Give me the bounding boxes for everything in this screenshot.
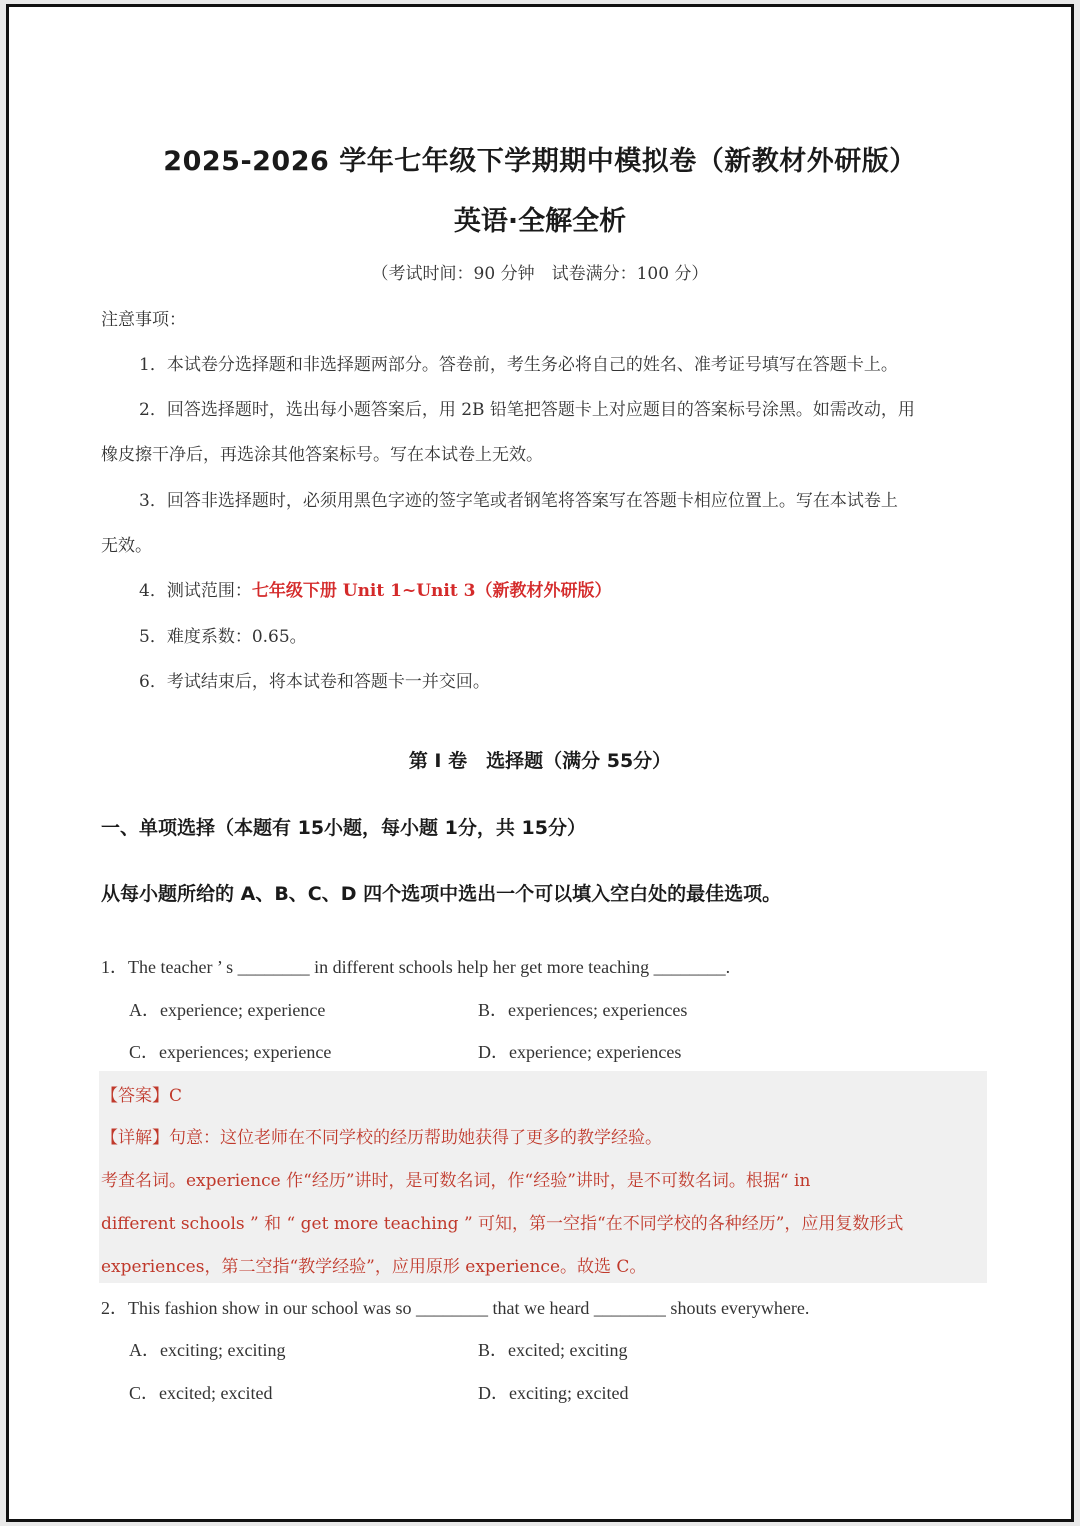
section1-heading: 一、单项选择（本题有 15小题，每小题 1分，共 15分） xyxy=(101,817,586,839)
q2-option-b: B．excited; exciting xyxy=(478,1340,628,1360)
notice-item-5: 5．难度系数：0.65。 xyxy=(139,627,307,647)
exam-title: 2025-2026 学年七年级下学期期中模拟卷（新教材外研版） xyxy=(163,146,917,177)
notice-item-4-label: 4．测试范围： xyxy=(139,581,252,601)
exam-page xyxy=(6,4,1074,1522)
q1-option-d: D．experience; experiences xyxy=(478,1042,682,1062)
part1-heading: 第 I 卷 选择题（满分 55分） xyxy=(408,750,672,772)
notice-heading: 注意事项： xyxy=(101,310,186,330)
q2-option-c: C．excited; excited xyxy=(129,1383,273,1403)
q1-option-a: A．experience; experience xyxy=(129,1000,326,1020)
q2-option-d: D．exciting; excited xyxy=(478,1383,629,1403)
notice-item-2: 2．回答选择题时，选出每小题答案后，用 2B 铅笔把答题卡上对应题目的答案标号涂黑。如需改动，用 xyxy=(139,400,915,420)
section1-instruction: 从每小题所给的 A、B、C、D 四个选项中选出一个可以填入空白处的最佳选项。 xyxy=(101,883,782,905)
exam-subtitle: 英语·全解全析 xyxy=(453,206,627,237)
q2-stem: 2．This fashion show in our school was so ________ that we heard ________ shouts everywhere. xyxy=(101,1298,810,1318)
notice-item-6: 6．考试结束后，将本试卷和答题卡一并交回。 xyxy=(139,672,490,692)
notice-item-3-cont: 无效。 xyxy=(101,536,152,556)
q1-detail-line-4: experiences，第二空指“教学经验”，应用原形 experience。故选 C。 xyxy=(101,1257,647,1277)
notice-item-4 xyxy=(139,576,611,601)
q1-detail-line-3: different schools ” 和 “ get more teaching ” 可知，第一空指“在不同学校的各种经历”，应用复数形式 xyxy=(101,1214,904,1234)
q1-answer: 【答案】C xyxy=(101,1086,183,1106)
q1-detail-line-2: 考查名词。experience 作“经历”讲时，是可数名词，作“经验”讲时，是不可数名词。根据“ in xyxy=(101,1171,811,1191)
notice-item-3: 3．回答非选择题时，必须用黑色字迹的签字笔或者钢笔将答案写在答题卡相应位置上。写在本试卷上 xyxy=(139,491,898,511)
test-scope: 七年级下册 Unit 1~Unit 3（新教材外研版） xyxy=(251,581,612,601)
q1-detail-line-1: 【详解】句意：这位老师在不同学校的经历帮助她获得了更多的教学经验。 xyxy=(101,1128,662,1148)
q1-option-b: B．experiences; experiences xyxy=(478,1000,688,1020)
notice-item-2-cont: 橡皮擦干净后，再选涂其他答案标号。写在本试卷上无效。 xyxy=(101,445,543,465)
q1-stem: 1．The teacher ’ s ________ in different schools help her get more teaching ________. xyxy=(101,957,731,977)
exam-meta: （考试时间：90 分钟 试卷满分：100 分） xyxy=(371,264,709,284)
q2-option-a: A．exciting; exciting xyxy=(129,1340,286,1360)
q1-option-c: C．experiences; experience xyxy=(129,1042,332,1062)
notice-item-1: 1．本试卷分选择题和非选择题两部分。答卷前，考生务必将自己的姓名、准考证号填写在答题卡上。 xyxy=(139,355,898,375)
